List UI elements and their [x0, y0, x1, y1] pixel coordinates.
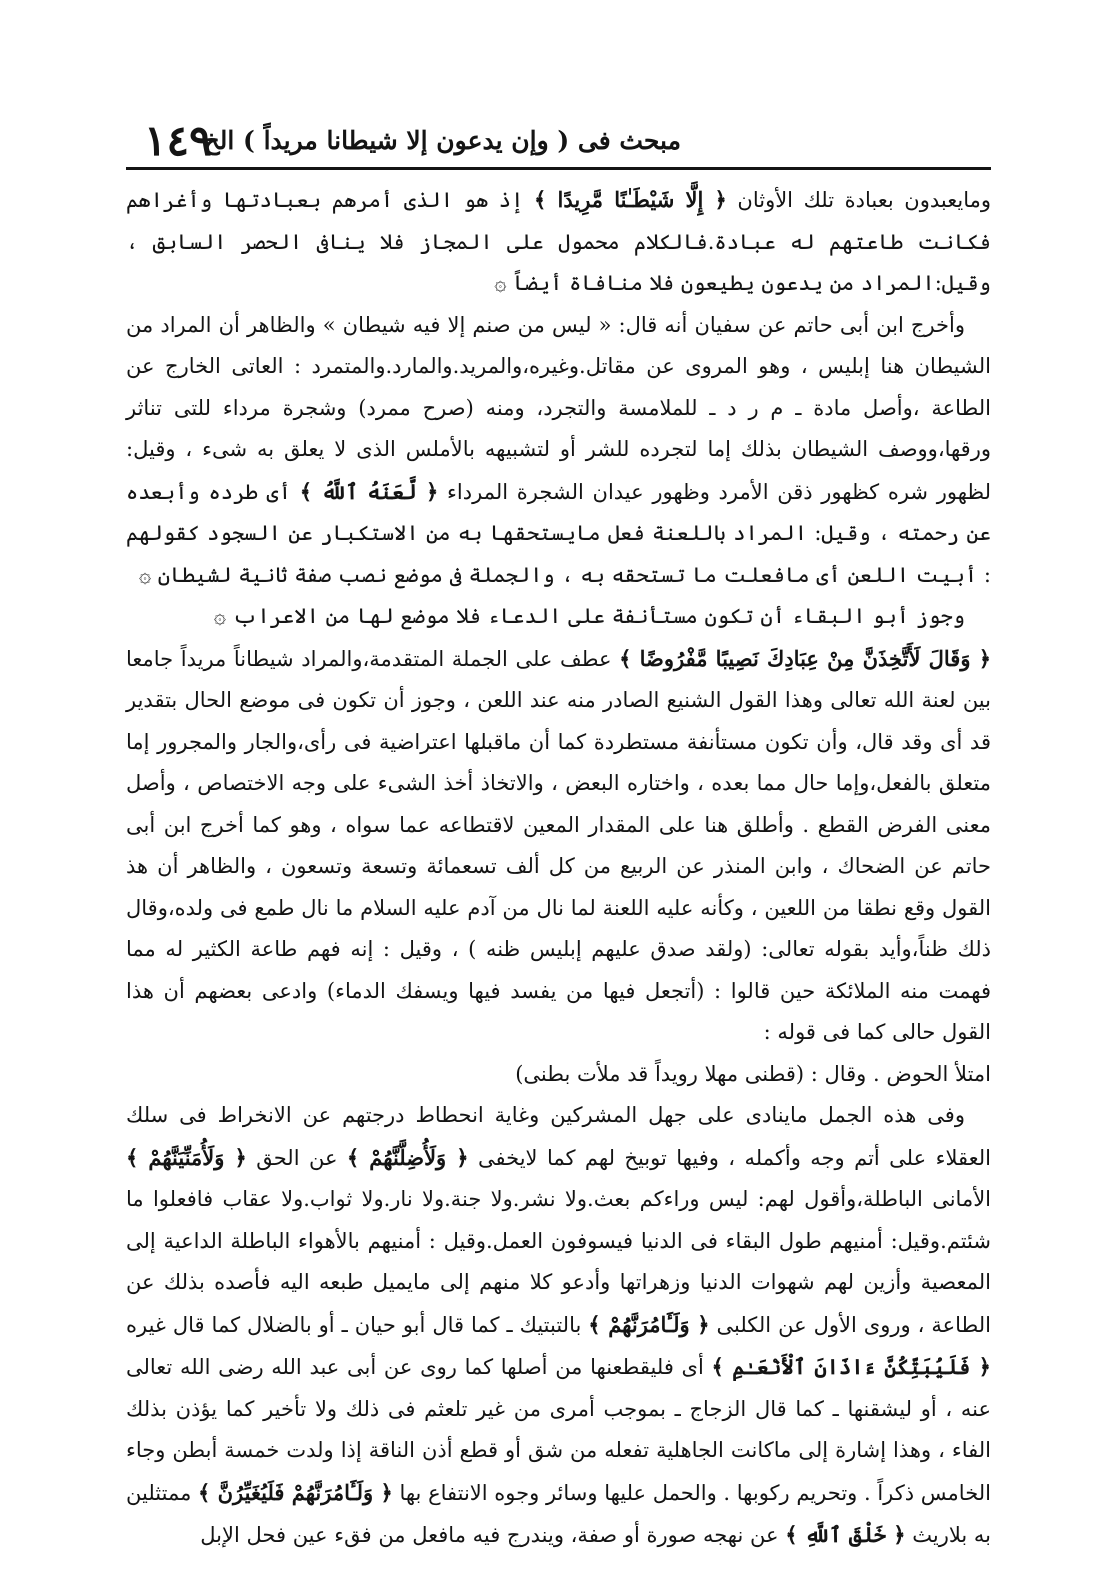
paragraph — [126, 596, 991, 638]
paragraph — [126, 1095, 991, 1557]
quran-verse: ﴿ فَلَيُبَتِّكُنَّ ءَاذَانَ ٱلْأَنْعَـٰمِ ﴾ — [711, 1354, 991, 1379]
page-number: ١٤٩ — [144, 116, 212, 165]
text-run: امتلأ الحوض . وقال : (قطنى مهلا رويداً قد ملأت بطنى) — [515, 1061, 991, 1086]
text-run: أى فليقطعنها من أصلها كما روى عن أبى عبد الله رضى الله تعالى عنه ، أو ليشقنها ـ كما قال الزجاج ـ بموجب أمرى من غير تلعثم فى ذلك ولا تأخير كما يؤذن بذلك الفاء ، وهذا إشارة إلى ماكانت الجاهلية تفعله من شق أو قطع أذن الناقة إذا ولدت خمسة أبطن وجاء الخامس ذكراً . وتحريم ركوبها . والحمل عليها وسائر وجوه الانتفاع بها — [126, 1355, 991, 1505]
running-title: مبحث فى ( وإن يدعون إلا شيطانا مريداً ) الخ — [203, 126, 681, 155]
quran-verse: ﴿ وَلَأُضِلَّنَّهُمْ ﴾ — [346, 1144, 469, 1170]
text-run: إذ هو الذى أمرهم بعبادتها وأغراهم فكانت طاعتهم له عبادة.فالكلام محمول على المجاز فلا ينافى الحصر السابق ، وقيل:المراد من يدعون يطيعون فلا منافاة أيضاً ۞ — [126, 188, 991, 295]
text-run: الأمانى الباطلة،وأقول لهم: ليس وراءكم بعث.ولا نشر.ولا جنة.ولا نار.ولا ثواب.ولا عقاب فافعلوا ما شئتم.وقيل: أمنيهم طول البقاء فى الدنيا فيسوفون العمل.وقيل : أمنيهم بالأهواء الباطلة الداعية إلى المعصية وأزين لهم شهوات الدنيا وزهراتها وأدعو كلا منهم إلى مايميل طبعه اليه فأصده بذلك عن الطاعة ، وروى الأول عن الكلبى — [126, 1187, 991, 1337]
quran-verse: ﴿ وَلَأُمَنِّيَنَّهُمْ ﴾ — [126, 1144, 247, 1170]
text-run: وأخرج ابن أبى حاتم عن سفيان أنه قال: « ليس من صنم إلا فيه شيطان » والظاهر أن المراد من الشيطان هنا إبليس ، وهو المروى عن مقاتل.وغيره،والمريد.والمارد.والمتمرد : العاتى الخارج عن الطاعة ،وأصل مادة ـ م ر د ـ للملامسة والتجرد، ومنه (صرح ممرد) وشجرة مرداء للتى تناثر ورقها،ووصف الشيطان بذلك إما لتجرده للشر أو لتشبيهه بالأملس الذى لا يعلق به شىء ، وقيل: لظهور شره كظهور ذقن الأمرد وظهور عيدان الشجرة المرداء — [126, 312, 991, 504]
quran-verse: ﴿ خَلْقَ ٱللَّهِ ﴾ — [785, 1522, 906, 1547]
quran-verse: ﴿ وَلَـَٔامُرَنَّهُمْ فَلَيُغَيِّرُنَّ ﴾ — [198, 1479, 393, 1505]
quran-verse: ﴿ وَلَـَٔامُرَنَّهُمْ ﴾ — [588, 1311, 710, 1337]
paragraph — [126, 305, 991, 597]
quran-verse: ﴿ وَقَالَ لَأَتَّخِذَنَّ مِنْ عِبَادِكَ نَصِيبًا مَّفْرُوضًا ﴾ — [619, 645, 991, 671]
text-run: وفى هذه الجمل ماينادى على جهل المشركين وغاية انحطاط درجتهم عن الانخراط فى سلك العقلاء على أتم وجه وأكمله ، وفيها توبيخ لهم كما لايخفى — [126, 1103, 991, 1170]
quran-verse: ﴿ إِلَّا شَيْطَـٰنًا مَّرِيدًا ﴾ — [533, 187, 727, 212]
body-text — [126, 179, 991, 1557]
poem-line — [126, 1054, 991, 1096]
text-run: بالتبتيك ـ كما قال أبو حيان ـ أو بالضلال كما قال غيره — [126, 1312, 589, 1337]
text-run: عن نهجه صورة أو صفة، ويندرج فيه مافعل من فقء عين فحل الإبل — [200, 1523, 786, 1547]
text-run: ومايعبدون بعبادة تلك الأوثان — [726, 188, 991, 212]
paragraph — [126, 638, 991, 1054]
text-run: أى طرده وأبعده عن رحمته ، وقيل: المراد باللعنة فعل مايستحقها به من الاستكبار عن السجود كقولهم : أبيت اللعن أى مافعلت ما تستحقه به ، والجملة فى موضع نصب صفة ثانية لشيطان ۞ — [126, 479, 991, 587]
header-rule — [126, 167, 991, 170]
paragraph — [126, 179, 991, 305]
text-run: وجوز أبو البقاء أن تكون مستأنفة على الدعاء فلا موضع لها من الاعراب ۞ — [213, 604, 965, 628]
quran-verse: ﴿ لَّعَنَهُ ٱللَّهُ ﴾ — [299, 478, 439, 504]
text-run: عن الحق — [246, 1145, 347, 1170]
page-header — [126, 118, 991, 170]
text-run: ممتثلين به بلاريث — [126, 1480, 991, 1547]
text-run: عطف على الجملة المتقدمة،والمراد شيطاناً مريداً جامعا بين لعنة الله تعالى وهذا القول الشنيع الصادر منه عند اللعن ، وجوز أن تكون فى موضع الحال بتقدير قد أى وقد قال، وأن تكون مستأنفة مستطردة كما أن ماقبلها اعتراضية فى رأى،والجار والمجرور إما متعلق بالفعل،وإما حال مما بعده ، واختاره البعض ، والاتخاذ أخذ الشىء على وجه الاختصاص ، وأصل معنى الفرض القطع . وأطلق هنا على المقدار المعين لاقتطاعه عما سواه ، وهو كما أخرج ابن أبى حاتم عن الضحاك ، وابن المنذر عن الربيع من كل ألف تسعمائة وتسعة وتسعون ، والظاهر أن هذ القول وقع نطقا من اللعين ، وكأنه عليه اللعنة لما نال من آدم عليه السلام ما نال طمع فى ولده،وقال ذلك ظناً،وأيد بقوله تعالى: (ولقد صدق عليهم إبليس ظنه ) ، وقيل : إنه فهم طاعة الكثير له مما فهمت منه الملائكة حين قالوا : (أتجعل فيها من يفسد فيها ويسفك الدماء) وادعى بعضهم أن هذا القول حالى كما فى قوله : — [126, 646, 991, 1044]
